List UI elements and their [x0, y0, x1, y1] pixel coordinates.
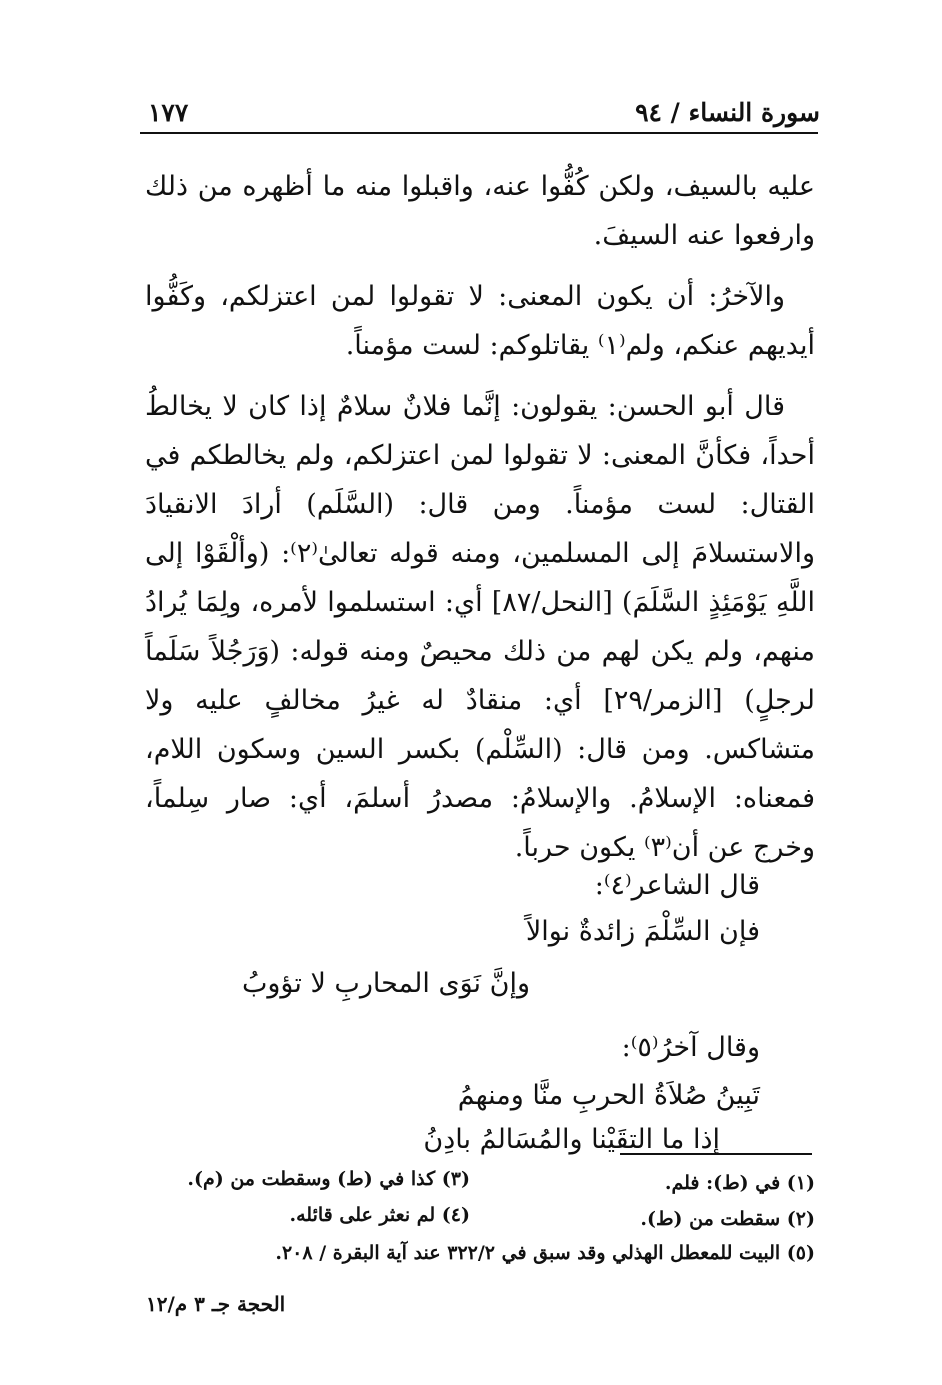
footnote-3: (٣) كذا في (ط) وسقطت من (م).	[187, 1168, 470, 1190]
poem-2-intro: وقال آخرُ⁽٥⁾:	[621, 1032, 760, 1063]
paragraph-3: قال أبو الحسن: يقولون: إنَّما فلانٌ سلامٌ إذا كان لا يخالطُ أحداً، فكأنَّ المعنى: لا تقولوا لمن اعتزلكم، ولم يخالطكم في القتال: لست مؤمناً. ومن قال: (السَّلَم) أرادَ الانقيادَ والاستسلامَ إلى المسلمين، ومنه قوله تعالىٰ⁽٢⁾: (وألْقَوْا إلى اللَّهِ يَوْمَئِذٍ السَّلَمَ) [النحل/٨٧] أي: استسلموا لأمره، ولِمَا يُرادُ منهم، ولم يكن لهم من ذلك محيصٌ ومنه قوله: (وَرَجُلاً سَلَماً لرجلٍ) [الزمر/٢٩] أي: منقادٌ له غيرُ مخالفٍ عليه ولا متشاكس. ومن قال: (السِّلْم) بكسر السين وسكون اللام، فمعناه: الإسلامُ. والإسلامُ: مصدرُ أسلمَ، أي: صار سِلماً، وخرج عن أن⁽٣⁾ يكون حرباً.	[145, 391, 815, 863]
footnote-5: (٥) البيت للمعطل الهذلي وقد سبق في ٣٢٢/٢ عند آية البقرة / ٢٠٨.	[275, 1242, 815, 1264]
header-rule	[140, 132, 818, 134]
printer-signature: الحجة جـ ٣ م/١٢	[146, 1292, 286, 1316]
poem-2-verse-1: تَبِينُ صُلاَةُ الحربِ منَّا ومنهمُ	[457, 1080, 760, 1111]
poem-2-verse-2: إذا ما التقَيْنا والمُسَالمُ بادِنُ	[423, 1124, 720, 1155]
paragraph-2: والآخرُ: أن يكون المعنى: لا تقولوا لمن اعتزلكم، وكَفُّوا أيديهم عنكم، ولم⁽١⁾ يقاتلوكم: لست مؤمناً.	[145, 281, 815, 361]
main-text	[145, 162, 815, 884]
footnote-4: (٤) لم نعثر على قائله.	[289, 1204, 470, 1226]
page-number: ١٧٧	[148, 98, 189, 127]
footnote-rule	[620, 1153, 812, 1155]
poem-1-intro: قال الشاعر⁽٤⁾:	[594, 870, 760, 901]
poem-1-verse-2: وإنَّ نَوَى المحاربِ لا تؤوبُ	[241, 968, 530, 999]
poem-1-verse-1: فإن السِّلْمَ زائدةٌ نوالاً	[525, 916, 760, 947]
footnote-1: (١) في (ط): فلم.	[664, 1172, 815, 1194]
paragraph-1: عليه بالسيف، ولكن كُفُّوا عنه، واقبلوا منه ما أظهره من ذلك وارفعوا عنه السيفَ.	[145, 171, 815, 251]
footnote-2: (٢) سقطت من (ط).	[640, 1208, 815, 1230]
surah-title: سورة النساء / ٩٤	[635, 98, 820, 127]
